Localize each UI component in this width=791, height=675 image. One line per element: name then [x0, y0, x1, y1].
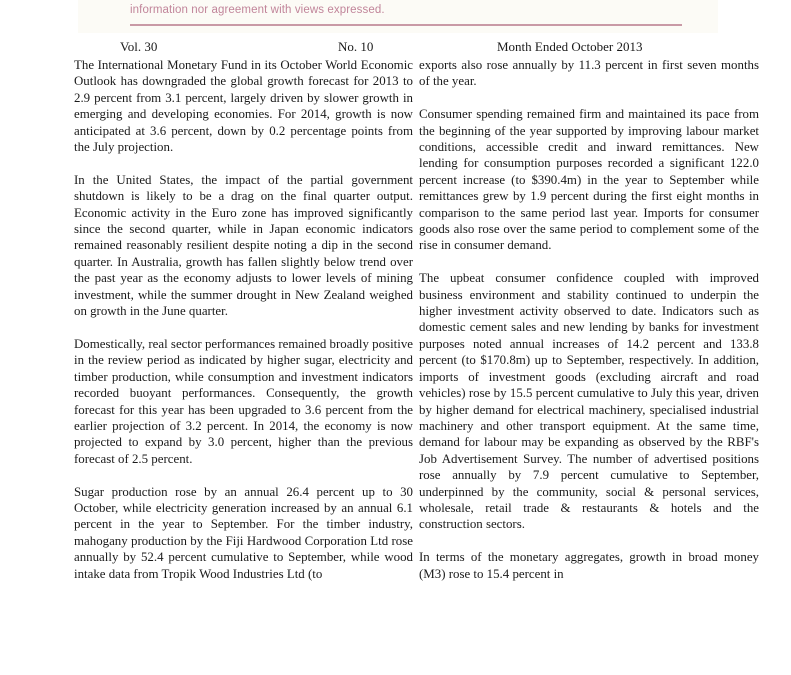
paragraph-domestic-outlook: Domestically, real sector performances remained broadly positive in the review period as indicated by higher sugar, electricity and timber production, while consumption and investment indicators recorded buoyant performances. Consequently, the growth forecast for this year has been upgraded to 3.6 percent from the earlier projection of 3.2 percent. In 2014, the economy is now projected to expand by 3.0 percent, higher than the previous forecast of 2.5 percent. — [74, 336, 413, 466]
paragraph-global-outlook: The International Monetary Fund in its October World Economic Outlook has downgraded the global growth forecast for 2013 to 2.9 percent from 3.1 percent, largely driven by slower growth in emerging and developing economies. For 2014, growth is now anticipated at 3.6 percent, down by 0.2 percentage points from the July projection. — [74, 58, 413, 155]
paragraph-exports-continued: exports also rose annually by 11.3 percent in first seven months of the year. — [419, 58, 759, 89]
right-column — [419, 57, 759, 598]
paragraph-consumer-spending: Consumer spending remained firm and maintained its pace from the beginning of the year supported by improving labour market conditions, accessible credit and inward remittances. New lending for consumption purposes recorded a significant 122.0 percent increase (to $390.4m) in the year to September while remittances grew by 1.9 percent during the first eight months in comparison to the same period last year. Imports for consumer goods also rose over the same period to complement some of the rise in consumer demand. — [419, 107, 759, 253]
issue-number: No. 10 — [338, 39, 374, 54]
paragraph-sector-production: Sugar production rose by an annual 26.4 percent up to 30 October, while electricity generation increased by an annual 6.1 percent in the year to September. For the timber industry, mahogany production by the Fiji Hardwood Corporation Ltd rose annually by 52.4 percent cumulative to September, while wood intake data from Tropik Wood Industries Ltd (to — [74, 484, 413, 581]
disclaimer-divider — [130, 24, 682, 26]
disclaimer-band — [78, 0, 718, 33]
disclaimer-text: information nor agreement with views expressed. — [130, 4, 385, 16]
issue-volume: Vol. 30 — [120, 39, 158, 54]
left-column — [74, 57, 413, 598]
paragraph-advanced-economies: In the United States, the impact of the partial government shutdown is likely to be a drag on the final quarter output. Economic activity in the Euro zone has improved significantly since the second quarter, while in Japan economic indicators remained reasonably resilient despite noting a dip in the second quarter. In Australia, growth has fallen slightly below trend over the past year as the economy adjusts to lower levels of mining investment, while the summer drought in New Zealand weighed on growth in the June quarter. — [74, 172, 413, 319]
paragraph-investment-activity: The upbeat consumer confidence coupled with improved business environment and stability continued to underpin the higher investment activity observed to date. Indicators such as domestic cement sales and new lending by banks for investment purposes noted annual increases of 14.2 percent and 133.8 percent (to $170.8m) up to September, respectively. In addition, imports of investment goods (excluding aircraft and road vehicles) rose by 15.5 percent cumulative to July this year, driven by higher demand for electrical machinery, specialised industrial machinery and other transport equipment. At the same time, demand for labour may be expanding as observed by the RBF's Job Advertisement Survey. The number of advertised positions rose annually by 7.9 percent cumulative to September, underpinned by the community, social & personal services, wholesale, retail trade & restaurants & hotels and the construction sectors. — [419, 271, 759, 532]
paragraph-monetary-aggregates: In terms of the monetary aggregates, growth in broad money (M3) rose to 15.4 percent in — [419, 550, 759, 581]
issue-period: Month Ended October 2013 — [497, 39, 643, 54]
